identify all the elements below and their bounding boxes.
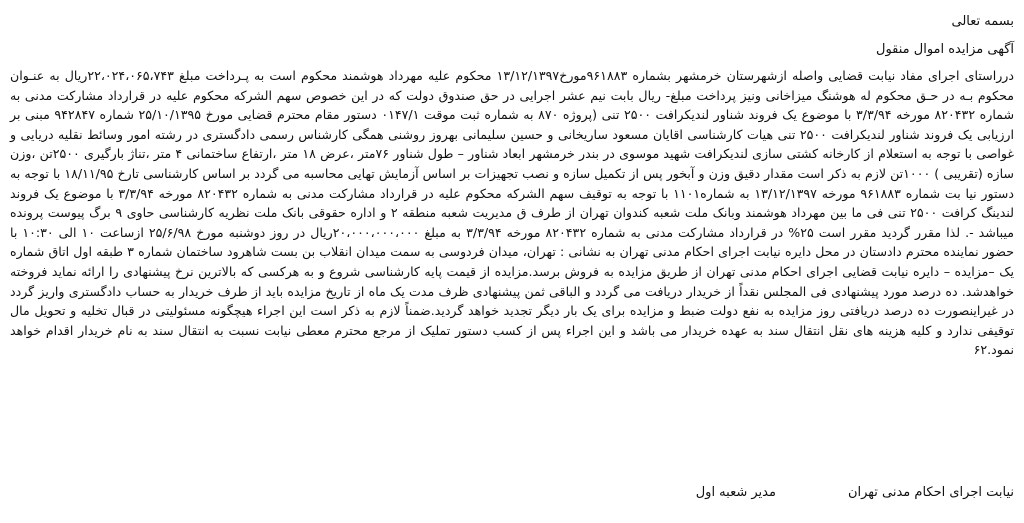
- signature-block: [696, 483, 1014, 503]
- signature-organization: نیابت اجرای احکام مدنی تهران: [847, 485, 1014, 500]
- document-title: آگهی مزایده اموال منقول: [876, 42, 1014, 57]
- document-body-text: درراستای اجرای مفاد نیابت قضایی واصله ازشهرستان خرمشهر بشماره ۹۶۱۸۸۳مورخ۱۳/۱۲/۱۳۹۷ محکوم علیه مهرداد هوشمند محکوم است به پـرداخت مبلغ ۲۲،۰۲۴،۰۶۵،۷۴۳ریال به عنـوان محکوم بـه در حـق محکوم له هوشنگ میزاخانی ونیز پرداخت مبلغ- ریال بابت نیم عشر اجرایی در حق صندوق دولت که در این خصوص سهم الشرکه محکوم علیه در قرارداد مشارکت مدنی به شماره ۸۲۰۴۳۲ مورخه ۳/۳/۹۴ با موضوع یک فروند شناور لندیکرافت ۲۵۰۰ تنی (پروژه ۸۷۰ به شماره ثبت موقت ۰۱۴۷/۱ دستور مقام محترم قضایی مورخ ۲۵/۱۰/۱۳۹۵ شماره ۹۴۲۸۴۷ مبنی بر ارزیابی یک فروند شناور لندیکرافت ۲۵۰۰ تنی هیات کارشناسی اقایان مسعود ساریخانی و حسین سلیمانی بهروز روشنی همگی کارشناس رسمی دادگستری در رشته امور وسائط نقلیه دریایی و غواصی با توجه به استعلام از کارخانه کشتی سازی لندیکرافت شهید موسوی در بندر خرمشهر ابعاد شناور – طول شناور ۷۶متر ،عرض ۱۸ متر ،ارتفاع ساختمانی ۴ متر ،تناژ بارگیری ۲۵۰۰تن ،وزن سازه (تقریبی ) ۱۰۰۰تن لازم به ذکر است مقدار دقیق وزن و آبخور پس از تکمیل سازه و نصب تجهیزات بر اساس آزمایش تهایی محاسبه می گردد بر اساس کارشناسی تارخ ۱۸/۱۱/۹۵ با توجه به دستور نیا بت شماره ۹۶۱۸۸۳ مورخه ۱۳/۱۲/۱۳۹۷ به شماره۱۱۰۱ با توجه به توقیف سهم الشرکه محکوم علیه در قرارداد مشارکت مدنی به شماره ۸۲۰۴۳۲ مورخه ۳/۳/۹۴ با موضوع یک فروند لندینگ کرافت ۲۵۰۰ تنی فی ما بین مهرداد هوشمند وبانک ملت شعبه کندوان تهران از طرف ق مدیریت شعبه منطقه ۲ و اداره حقوقی بانک ملت نظریه کارشناسی حاوی ۹ برگ پیوست پرونده میباشد -. لذا مقرر گردید مقرر است ۲۵% در قرارداد مشارکت مدنی به شماره ۸۲۰۴۳۲ مورخه ۳/۳/۹۴ به مبلغ ۲۰،۰۰۰،۰۰۰،۰۰۰ریال در روز دوشنبه مورخ ۲۵/۶/۹۸ ازساعت ۱۰ الی ۱۰:۳۰ با حضور نماینده محترم دادستان در محل دایره نیابت اجرای احکام مدنی تهران به نشانی : تهران، میدان فردوسی به سمت میدان انقلاب بن بست شاهرود ساختمان شماره ۳ طبقه اول اتاق شماره یک –مزایده – دایره نیابت قضایی اجرای احکام مدنی تهران از طریق مزایده به فروش برسد.مزایده از قیمت پایه کارشناسی شروع و به هرکسی که بالاترین نرخ پیشنهادی را ارائه نماید فروخته خواهدشد. ده درصد مورد پیشنهادی فی المجلس نقداً از خریدار دریافت می گردد و الباقی ثمن پیشنهادی ظرف مدت یک ماه از تاریخ مزایده باید از طرف خریدار به حساب دادگستری واریز گردد در غیراینصورت ده درصد دریافتی روز مزایده به نفع دولت ضبط و مزایده برای یک بار دیگر تجدید خواهد گردید.ضمناً لازم به ذکر است این اجراء هیچگونه مسئولیتی در قبال تخلیه و تحویل مال توقیفی ندارد و کلیه هزینه های نقل انتقال سند به عهده خریدار می باشد و این اجراء پس از کسب دستور تملیک از مرجع محترم معطی نیابت نسبت به انتقال سند به نام خریدار اقدام خواهد نمود.۶۲: [10, 68, 1015, 358]
- signature-title: مدیر شعبه اول: [695, 485, 776, 500]
- document-heading-basmala: بسمه تعالی: [951, 14, 1014, 29]
